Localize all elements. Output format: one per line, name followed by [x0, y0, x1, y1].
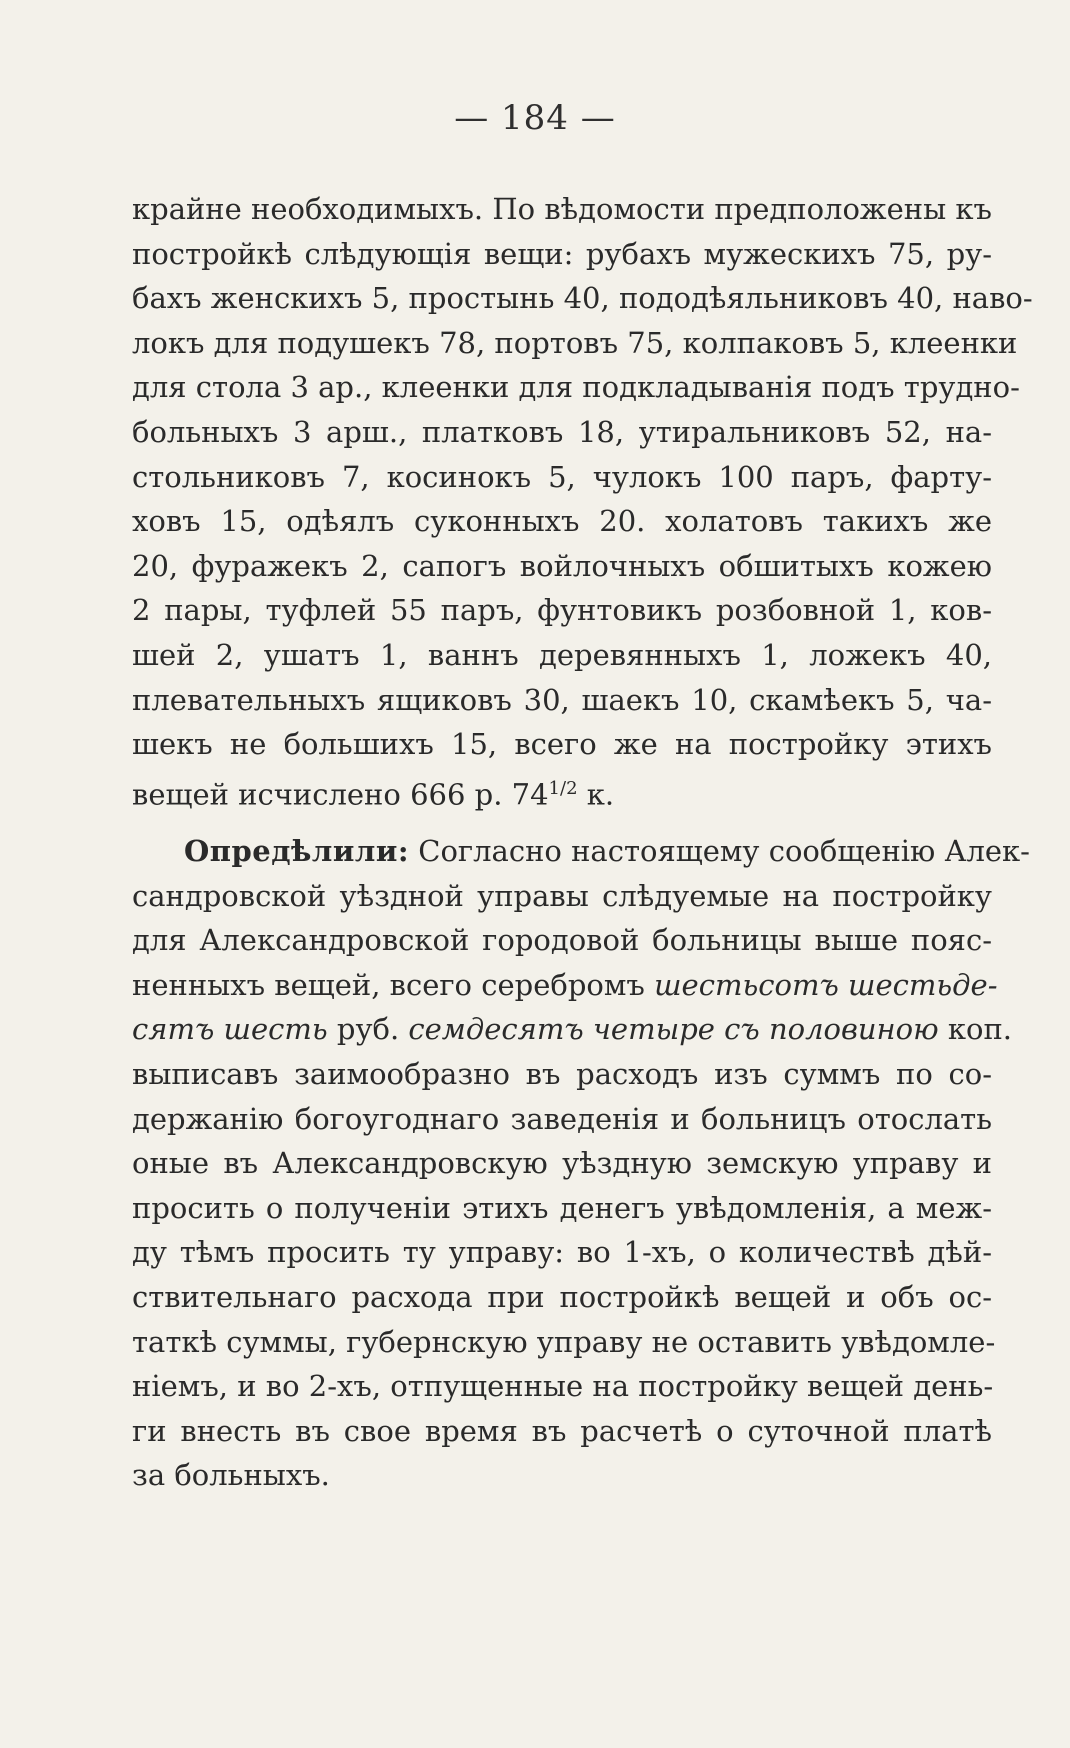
text-line: 2 пары, туфлей 55 паръ, фунтовикъ розбовной 1, ков- — [132, 593, 992, 628]
line-plain: коп. — [938, 1012, 1013, 1047]
text-line-last — [132, 767, 992, 812]
text-line-last: за больныхъ. — [132, 1458, 330, 1493]
last-line-text: вещей исчислено 666 р. 74 — [132, 777, 549, 812]
paragraph-1 — [132, 187, 1033, 812]
text-line: таткѣ суммы, губернскую управу не оставить увѣдомле- — [132, 1324, 996, 1359]
last-line-end: к. — [577, 777, 615, 812]
paragraph-2 — [132, 829, 1030, 1498]
resolution-heading: Опредѣлили: — [184, 834, 410, 868]
text-line: шей 2, ушатъ 1, ваннъ деревянныхъ 1, ложекъ 40, — [132, 637, 992, 672]
text-line-first — [132, 829, 1030, 874]
amount-italic: сятъ шесть — [132, 1012, 328, 1047]
text-line: стольниковъ 7, косинокъ 5, чулокъ 100 паръ, фарту- — [132, 459, 992, 494]
text-line: 20, фуражекъ 2, сапогъ войлочныхъ обшитыхъ кожею — [132, 548, 992, 583]
fraction: 1/2 — [548, 777, 578, 799]
line-plain: руб. — [327, 1012, 409, 1047]
text-line: держанію богоугоднаго заведенія и больницъ отослать — [132, 1101, 992, 1136]
page-number: — 184 — — [454, 98, 616, 138]
amount-italic: шестьсотъ шестьде- — [654, 967, 998, 1002]
text-line: ствительнаго расхода при постройкѣ вещей и объ ос- — [132, 1279, 992, 1314]
text-line: ги внесть въ свое время въ расчетѣ о суточной платѣ — [132, 1413, 992, 1448]
text-line-mixed — [132, 963, 998, 1008]
text-line: постройкѣ слѣдующія вещи: рубахъ мужескихъ 75, ру- — [132, 236, 992, 271]
text-line: ховъ 15, одѣялъ суконныхъ 20. холатовъ такихъ же — [132, 504, 992, 539]
line-plain: ненныхъ вещей, всего серебромъ — [132, 967, 655, 1002]
text-line: ніемъ, и во 2-хъ, отпущенные на постройку вещей день- — [132, 1369, 994, 1404]
text-line: для стола 3 ар., клеенки для подкладыванія подъ трудно- — [132, 370, 1020, 405]
text-line: выписавъ заимообразно въ расходъ изъ суммъ по со- — [132, 1056, 992, 1091]
line-rest: Согласно настоящему сообщенію Алек- — [409, 834, 1030, 868]
text-line: локъ для подушекъ 78, портовъ 75, колпаковъ 5, клеенки — [132, 325, 1018, 360]
amount-italic: семдесятъ четыре съ половиною — [408, 1012, 939, 1047]
text-line: ду тѣмъ просить ту управу: во 1-хъ, о количествѣ дѣй- — [132, 1235, 992, 1270]
text-line-mixed — [132, 1007, 1013, 1052]
text-line: сандровской уѣздной управы слѣдуемые на постройку — [132, 878, 992, 913]
text-line: оные въ Александровскую уѣздную земскую управу и — [132, 1146, 992, 1181]
text-line: крайне необходимыхъ. По вѣдомости предположены къ — [132, 192, 992, 226]
text-line: больныхъ 3 арш., платковъ 18, утиральниковъ 52, на- — [132, 414, 992, 449]
text-line: просить о полученіи этихъ денегъ увѣдомленія, а меж- — [132, 1190, 992, 1225]
text-line: бахъ женскихъ 5, простынь 40, пододѣяльниковъ 40, наво- — [132, 281, 1033, 316]
text-line: шекъ не большихъ 15, всего же на постройку этихъ — [132, 727, 992, 762]
text-line: плевательныхъ ящиковъ 30, шаекъ 10, скамѣекъ 5, ча- — [132, 682, 992, 717]
text-line: для Александровской городовой больницы выше пояс- — [132, 923, 992, 958]
